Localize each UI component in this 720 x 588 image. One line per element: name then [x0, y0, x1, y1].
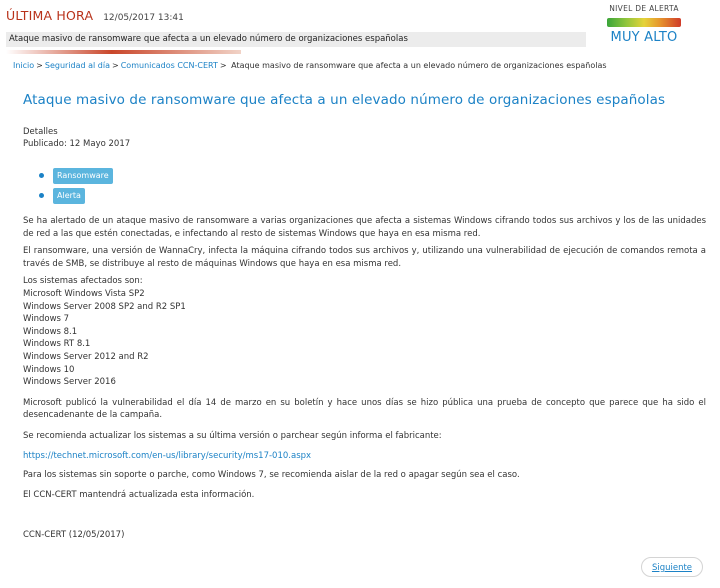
breaking-news-date: 12/05/2017 13:41 — [103, 13, 184, 23]
published-date: Publicado: 12 Mayo 2017 — [23, 139, 131, 149]
affected-system: Windows Server 2016 — [23, 377, 116, 388]
microsoft-patch-link[interactable]: https://technet.microsoft.com/en-us/library/security/ms17-010.aspx — [23, 450, 312, 461]
paragraph-updates: El CCN-CERT mantendrá actualizada esta información. — [23, 490, 255, 501]
breadcrumb-current: Ataque masivo de ransomware que afecta a un elevado número de organizaciones españolas — [231, 61, 607, 70]
breadcrumb-separator: > — [219, 61, 227, 70]
breadcrumb-home[interactable]: Inicio — [13, 61, 35, 70]
breaking-news-title: ÚLTIMA HORA — [6, 8, 94, 23]
bullet-icon — [39, 173, 44, 178]
paragraph-recommendation: Se recomienda actualizar los sistemas a su última versión o parchear según informa el fabricante: — [23, 430, 442, 441]
article-title: Ataque masivo de ransomware que afecta a un elevado número de organizaciones españolas — [23, 92, 666, 108]
affected-system: Microsoft Windows Vista SP2 — [23, 288, 145, 299]
affected-system: Windows Server 2012 and R2 — [23, 351, 149, 362]
patch-link-line — [23, 451, 706, 461]
affected-systems-list — [23, 275, 706, 388]
affected-systems-intro: Los sistemas afectados son: — [23, 276, 143, 287]
article — [23, 92, 706, 540]
tag-item — [23, 166, 706, 185]
article-signature: CCN-CERT (12/05/2017) — [23, 529, 125, 540]
affected-system: Windows 7 — [23, 314, 70, 325]
affected-system: Windows 8.1 — [23, 326, 78, 337]
breadcrumb-ccn-cert-releases[interactable]: Comunicados CCN-CERT — [120, 61, 218, 70]
breadcrumb-separator: > — [36, 61, 43, 70]
affected-system: Windows 10 — [23, 364, 75, 375]
breadcrumb — [13, 61, 607, 70]
alert-level — [604, 4, 684, 45]
tag-item — [23, 186, 706, 205]
tag-ransomware[interactable]: Ransomware — [53, 168, 113, 184]
bullet-icon — [39, 193, 44, 198]
alert-level-gauge — [607, 18, 681, 27]
next-button[interactable]: Siguiente — [641, 557, 703, 577]
paragraph-alert: Se ha alertado de un ataque masivo de ransomware a varias organizaciones que afecta a sistemas Windows cifrando todos sus archivos y los de las unidades de red a las que estén conectadas, e infectando al resto de sistemas Windows que haya en esa misma red. — [23, 216, 706, 239]
tag-alerta[interactable]: Alerta — [53, 188, 85, 204]
details-label: Detalles — [23, 127, 58, 137]
alert-level-label: NIVEL DE ALERTA — [609, 4, 679, 13]
breaking-news-headline[interactable]: Ataque masivo de ransomware que afecta a un elevado número de organizaciones españolas — [6, 32, 586, 47]
breaking-news-underline — [6, 50, 241, 54]
tag-list — [23, 166, 706, 205]
breaking-news-header — [6, 8, 586, 26]
paragraph-wannacry: El ransomware, una versión de WannaCry, infecta la máquina cifrando todos sus archivos y, utilizando una vulnerabilidad de ejecución de comandos remota a través de SMB, se distribuye al resto de máquinas Windows que haya en esa misma red. — [23, 246, 706, 269]
affected-system: Windows Server 2008 SP2 and R2 SP1 — [23, 301, 186, 312]
paragraph-unsupported: Para los sistemas sin soporte o parche, como Windows 7, se recomienda aislar de la red o apagar según sea el caso. — [23, 469, 520, 480]
breadcrumb-security-daily[interactable]: Seguridad al día — [44, 61, 111, 70]
paragraph-microsoft: Microsoft publicó la vulnerabilidad el día 14 de marzo en su boletín y hace unos días se hizo pública una prueba de concepto que parece que ha sido el desencadenante de la campaña. — [23, 397, 706, 421]
breaking-news — [6, 8, 586, 54]
affected-system: Windows RT 8.1 — [23, 339, 91, 350]
alert-level-value: MUY ALTO — [610, 30, 678, 45]
breadcrumb-separator: > — [112, 61, 119, 70]
article-meta — [23, 126, 706, 150]
